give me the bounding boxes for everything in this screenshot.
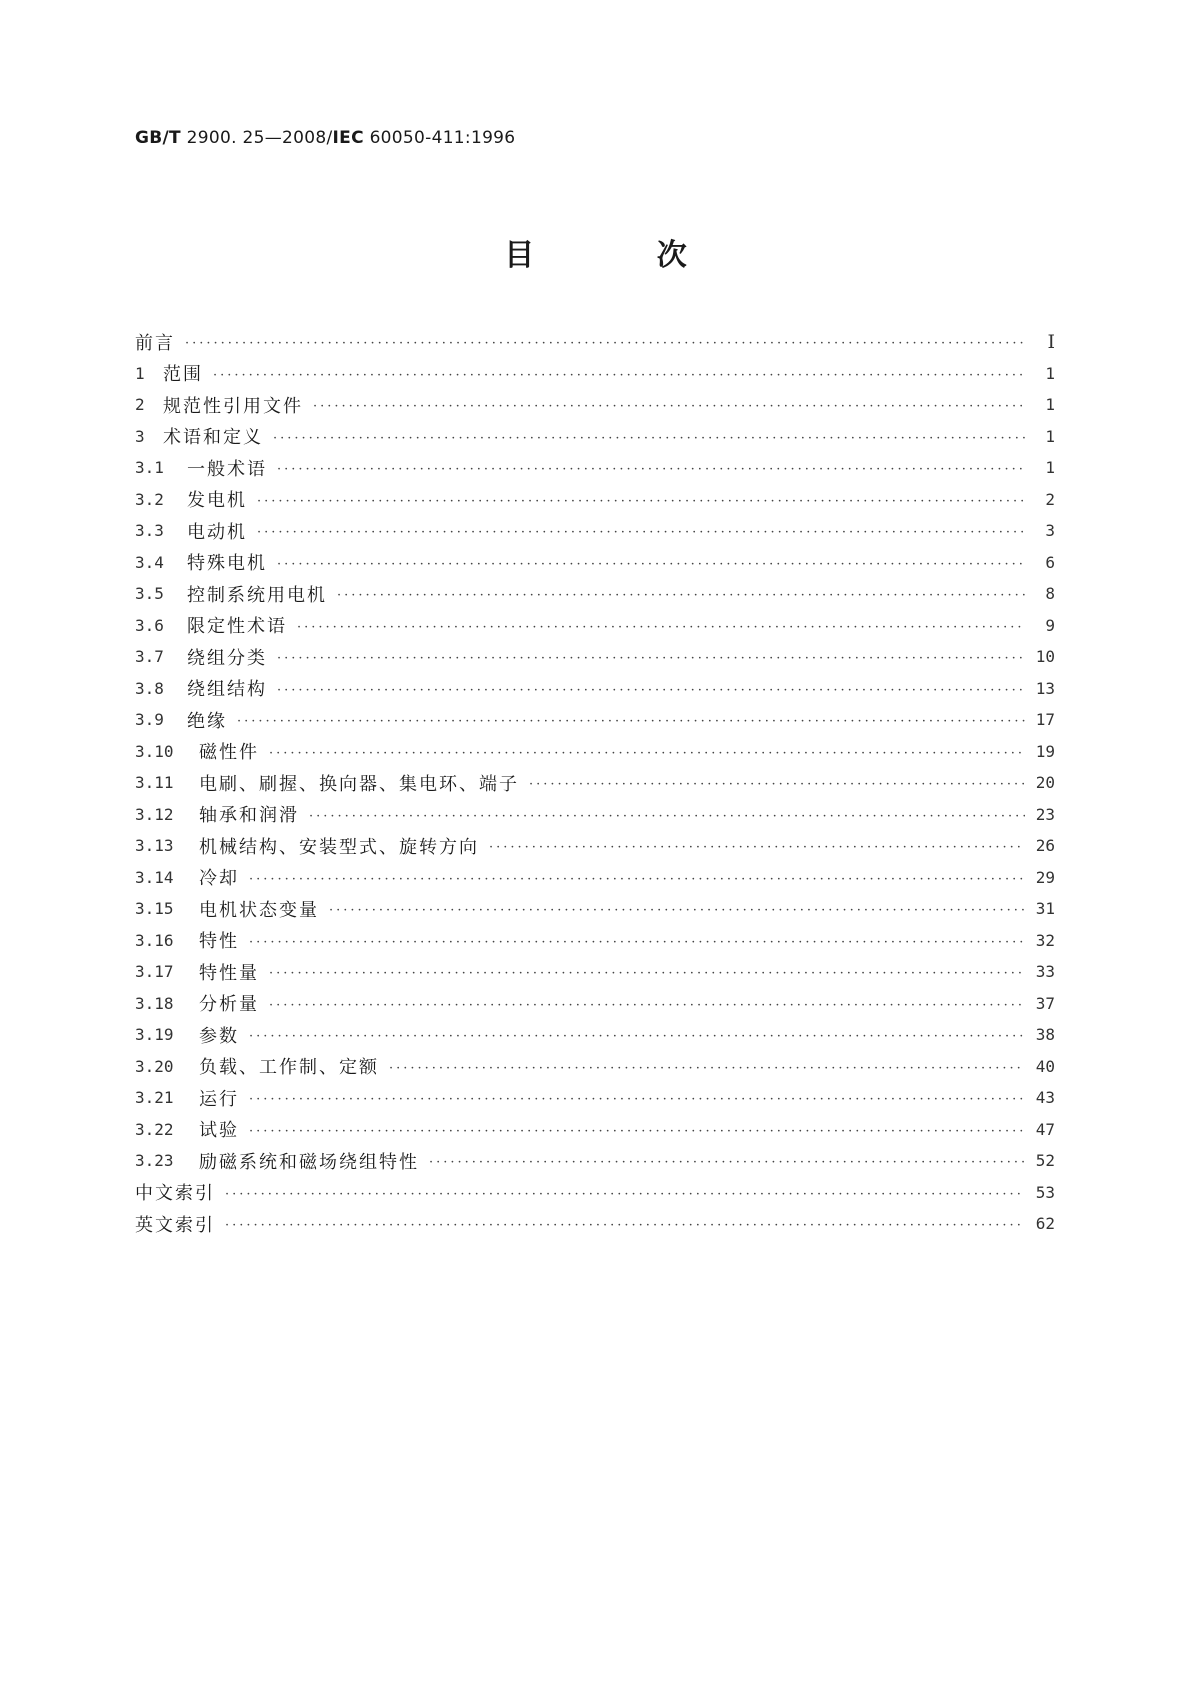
toc-entry — [135, 736, 1055, 768]
toc-entry-number: 3.10 — [135, 741, 174, 761]
toc-entry-title: 特性量 — [199, 962, 259, 984]
toc-entry-page: 26 — [1035, 836, 1055, 856]
toc-dot-leader — [297, 620, 1025, 635]
toc-entry-page: Ⅰ — [1047, 330, 1055, 353]
toc-entry-number: 2 — [135, 395, 145, 415]
toc-entry-page: 1 — [1045, 458, 1055, 478]
toc-entry-title: 轴承和润滑 — [199, 805, 299, 827]
toc-entry-page: 20 — [1035, 773, 1055, 793]
toc-entry — [135, 704, 1055, 736]
toc-entry-title: 电机状态变量 — [199, 899, 319, 921]
toc-entry-page: 2 — [1045, 489, 1055, 509]
toc-entry-number: 3.11 — [135, 773, 174, 793]
toc-entry-number: 3.18 — [135, 993, 174, 1013]
toc-entry-number: 3.9 — [135, 710, 164, 730]
toc-entry-title: 范围 — [163, 364, 203, 386]
toc-dot-leader — [249, 872, 1025, 887]
toc-entry-title: 绕组结构 — [187, 679, 267, 701]
toc-dot-leader — [269, 998, 1025, 1013]
toc-entry-title: 运行 — [199, 1088, 239, 1110]
toc-entry — [135, 389, 1055, 421]
toc-entry-page: 9 — [1045, 615, 1055, 635]
standard-number: 2900. 25—2008/ — [180, 128, 333, 148]
standard-number-header — [135, 128, 515, 148]
toc-dot-leader — [277, 683, 1025, 698]
toc-entry-number: 1 — [135, 363, 145, 383]
toc-entry-page: 1 — [1045, 395, 1055, 415]
toc-entry-number: 3.5 — [135, 584, 164, 604]
toc-entry-number: 3.17 — [135, 962, 174, 982]
toc-dot-leader — [225, 1187, 1025, 1202]
toc-dot-leader — [337, 588, 1025, 603]
toc-entry-title: 磁性件 — [199, 742, 259, 764]
toc-dot-leader — [249, 1124, 1025, 1139]
toc-entry-number: 3.4 — [135, 552, 164, 572]
toc-dot-leader — [389, 1061, 1025, 1076]
toc-dot-leader — [277, 557, 1025, 572]
toc-entry-page: 23 — [1035, 804, 1055, 824]
toc-entry-title: 绝缘 — [187, 710, 227, 732]
toc-entry-number: 3.8 — [135, 678, 164, 698]
iec-prefix: IEC — [332, 128, 364, 148]
toc-entry-page: 40 — [1035, 1056, 1055, 1076]
toc-entry-page: 6 — [1045, 552, 1055, 572]
toc-entry — [135, 578, 1055, 610]
toc-dot-leader — [313, 399, 1025, 414]
toc-entry-number: 3.23 — [135, 1151, 174, 1171]
toc-entry — [135, 1019, 1055, 1051]
toc-entry — [135, 421, 1055, 453]
toc-entry-title: 电刷、刷握、换向器、集电环、端子 — [199, 773, 519, 795]
toc-dot-leader — [277, 651, 1025, 666]
toc-entry-title: 分析量 — [199, 994, 259, 1016]
toc-dot-leader — [329, 903, 1025, 918]
toc-entry-title: 英文索引 — [135, 1214, 215, 1236]
toc-entry-title: 参数 — [199, 1025, 239, 1047]
toc-entry-page: 52 — [1035, 1151, 1055, 1171]
toc-entry — [135, 893, 1055, 925]
toc-entry-title: 绕组分类 — [187, 647, 267, 669]
toc-dot-leader — [249, 1029, 1025, 1044]
toc-entry-page: 31 — [1035, 899, 1055, 919]
toc-entry-page: 47 — [1035, 1119, 1055, 1139]
toc-entry-title: 电动机 — [187, 521, 247, 543]
toc-entry-page: 33 — [1035, 962, 1055, 982]
toc-entry-title: 发电机 — [187, 490, 247, 512]
toc-dot-leader — [237, 714, 1025, 729]
toc-entry-page: 19 — [1035, 741, 1055, 761]
toc-entry-page: 43 — [1035, 1088, 1055, 1108]
toc-dot-leader — [225, 1218, 1025, 1233]
toc-entry-page: 10 — [1035, 647, 1055, 667]
toc-entry-page: 1 — [1045, 363, 1055, 383]
toc-entry-number: 3.13 — [135, 836, 174, 856]
toc-entry — [135, 547, 1055, 579]
toc-dot-leader — [249, 1092, 1025, 1107]
toc-entry-title: 特殊电机 — [187, 553, 267, 575]
toc-entry-number: 3.6 — [135, 615, 164, 635]
toc-entry — [135, 830, 1055, 862]
toc-entry-number: 3.1 — [135, 458, 164, 478]
toc-entry-page: 38 — [1035, 1025, 1055, 1045]
toc-entry-number: 3.15 — [135, 899, 174, 919]
toc-entry — [135, 1051, 1055, 1083]
toc-entry-page: 53 — [1035, 1182, 1055, 1202]
toc-dot-leader — [185, 336, 1025, 351]
toc-entry — [135, 326, 1055, 358]
toc-dot-leader — [429, 1155, 1025, 1170]
toc-entry — [135, 1145, 1055, 1177]
toc-entry — [135, 767, 1055, 799]
toc-entry-page: 13 — [1035, 678, 1055, 698]
toc-entry-title: 励磁系统和磁场绕组特性 — [199, 1151, 419, 1173]
toc-dot-leader — [249, 935, 1025, 950]
toc-entry — [135, 988, 1055, 1020]
toc-entry — [135, 358, 1055, 390]
toc-dot-leader — [257, 494, 1025, 509]
toc-dot-leader — [277, 462, 1025, 477]
toc-entry-page: 32 — [1035, 930, 1055, 950]
toc-entry-title: 一般术语 — [187, 458, 267, 480]
page-title: 目 次 — [504, 238, 743, 273]
toc-entry — [135, 1114, 1055, 1146]
toc-dot-leader — [309, 809, 1025, 824]
toc-entry-title: 前言 — [135, 332, 175, 354]
toc-entry-number: 3.12 — [135, 804, 174, 824]
iec-number: 60050-411:1996 — [363, 128, 516, 148]
toc-entry-page: 62 — [1035, 1214, 1055, 1234]
toc-entry-number: 3.19 — [135, 1025, 174, 1045]
toc-entry — [135, 862, 1055, 894]
toc-dot-leader — [269, 746, 1025, 761]
toc-entry-number: 3.21 — [135, 1088, 174, 1108]
toc-dot-leader — [269, 966, 1025, 981]
toc-dot-leader — [213, 368, 1025, 383]
toc-dot-leader — [489, 840, 1025, 855]
toc-entry-page: 8 — [1045, 584, 1055, 604]
toc-entry-title: 术语和定义 — [163, 427, 263, 449]
table-of-contents — [135, 326, 1055, 1240]
toc-dot-leader — [529, 777, 1025, 792]
toc-entry-number: 3.14 — [135, 867, 174, 887]
toc-entry-title: 试验 — [199, 1120, 239, 1142]
toc-dot-leader — [273, 431, 1025, 446]
toc-entry-page: 29 — [1035, 867, 1055, 887]
toc-entry-title: 限定性术语 — [187, 616, 287, 638]
toc-entry-number: 3.20 — [135, 1056, 174, 1076]
toc-entry-page: 3 — [1045, 521, 1055, 541]
toc-entry-title: 规范性引用文件 — [163, 395, 303, 417]
toc-entry — [135, 673, 1055, 705]
toc-entry — [135, 452, 1055, 484]
toc-entry-number: 3.22 — [135, 1119, 174, 1139]
toc-entry — [135, 515, 1055, 547]
toc-entry — [135, 925, 1055, 957]
toc-entry-number: 3.3 — [135, 521, 164, 541]
toc-entry — [135, 956, 1055, 988]
toc-entry — [135, 1208, 1055, 1240]
toc-entry — [135, 1177, 1055, 1209]
toc-entry — [135, 484, 1055, 516]
toc-dot-leader — [257, 525, 1025, 540]
toc-entry — [135, 1082, 1055, 1114]
toc-entry-page: 37 — [1035, 993, 1055, 1013]
toc-entry — [135, 641, 1055, 673]
toc-entry — [135, 610, 1055, 642]
toc-entry-title: 机械结构、安装型式、旋转方向 — [199, 836, 479, 858]
standard-prefix: GB/T — [135, 128, 181, 148]
toc-entry-number: 3.16 — [135, 930, 174, 950]
toc-entry-number: 3.2 — [135, 489, 164, 509]
toc-entry-title: 中文索引 — [135, 1183, 215, 1205]
toc-entry — [135, 799, 1055, 831]
toc-entry-number: 3 — [135, 426, 145, 446]
toc-entry-title: 负载、工作制、定额 — [199, 1057, 379, 1079]
toc-entry-title: 冷却 — [199, 868, 239, 890]
toc-entry-title: 控制系统用电机 — [187, 584, 327, 606]
toc-entry-page: 1 — [1045, 426, 1055, 446]
toc-entry-title: 特性 — [199, 931, 239, 953]
toc-entry-number: 3.7 — [135, 647, 164, 667]
toc-entry-page: 17 — [1035, 710, 1055, 730]
